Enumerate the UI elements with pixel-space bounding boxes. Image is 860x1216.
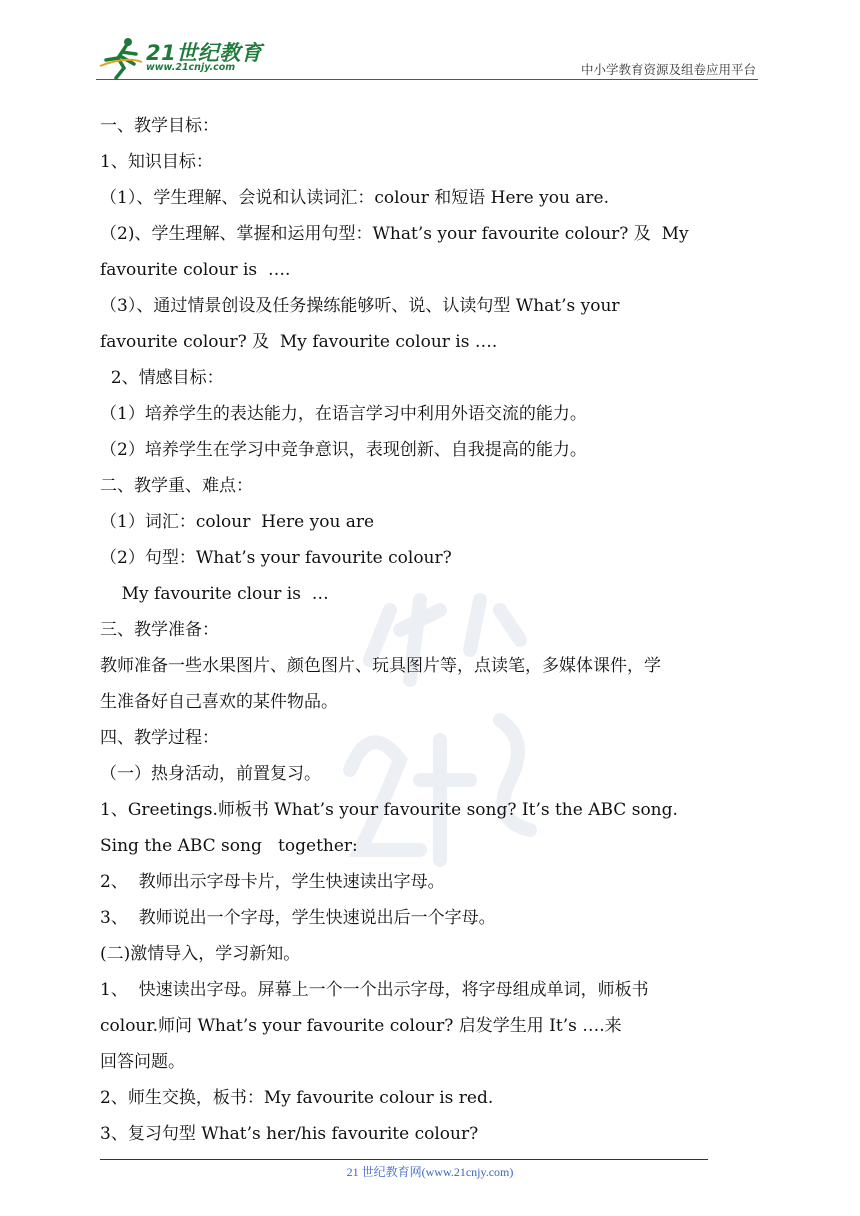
text-line: favourite colour? 及 My favourite colour is …. bbox=[100, 332, 498, 352]
text-line: （2）句型：What’s your favourite colour? bbox=[100, 548, 452, 568]
text-line: 1、Greetings.师板书 What’s your favourite song? It’s the ABC song. bbox=[100, 800, 678, 820]
text-line: 二、教学重、难点： bbox=[100, 476, 253, 496]
page-header bbox=[0, 0, 860, 80]
text-line: 2、 教师出示字母卡片，学生快速读出字母。 bbox=[100, 872, 445, 892]
text-line: （2)、学生理解、掌握和运用句型：What’s your favourite colour? 及 My bbox=[100, 224, 689, 244]
text-line: （2）培养学生在学习中竞争意识，表现创新、自我提高的能力。 bbox=[100, 440, 587, 460]
text-line: 2、师生交换，板书：My favourite colour is red. bbox=[100, 1088, 494, 1108]
text-line: （1）、学生理解、会说和认读词汇：colour 和短语 Here you are. bbox=[100, 188, 610, 208]
footer-text: 21 世纪教育网(www.21cnjy.com) bbox=[346, 1165, 514, 1179]
text-line: 一、教学目标： bbox=[100, 116, 219, 136]
text-line: （3）、通过情景创设及任务操练能够听、说、认读句型 What’s your bbox=[100, 296, 620, 316]
text-line: 3、复习句型 What’s her/his favourite colour? bbox=[100, 1124, 479, 1144]
text-line: （1）培养学生的表达能力，在语言学习中利用外语交流的能力。 bbox=[100, 404, 587, 424]
header-divider bbox=[96, 79, 758, 80]
text-line: 3、 教师说出一个字母，学生快速说出后一个字母。 bbox=[100, 908, 496, 928]
logo-text: 21世纪教育 bbox=[146, 41, 263, 65]
text-line: favourite colour is …. bbox=[100, 260, 291, 280]
text-line: 教师准备一些水果图片、颜色图片、玩具图片等，点读笔，多媒体课件，学 bbox=[100, 656, 661, 676]
text-line: 三、教学准备： bbox=[100, 620, 219, 640]
platform-label: 中小学教育资源及组卷应用平台 bbox=[580, 62, 756, 77]
text-line: 回答问题。 bbox=[100, 1052, 185, 1072]
document-body bbox=[100, 108, 764, 1152]
text-line: （一）热身活动，前置复习。 bbox=[100, 764, 321, 784]
logo-url: www.21cnjy.com bbox=[146, 62, 236, 73]
text-line: colour.师问 What’s your favourite colour? 启发学生用 It’s ….来 bbox=[100, 1016, 622, 1036]
text-line: 1、 快速读出字母。屏幕上一个一个出示字母，将字母组成单词，师板书 bbox=[100, 980, 649, 1000]
footer-divider bbox=[100, 1159, 708, 1160]
text-line: 1、知识目标： bbox=[100, 152, 213, 172]
text-line: 四、教学过程： bbox=[100, 728, 219, 748]
text-line: (二)激情导入，学习新知。 bbox=[100, 944, 301, 964]
text-line: （1）词汇：colour Here you are bbox=[100, 512, 375, 532]
text-line: My favourite clour is … bbox=[100, 584, 329, 604]
text-line: Sing the ABC song together: bbox=[100, 836, 358, 856]
text-line: 生准备好自己喜欢的某件物品。 bbox=[100, 692, 338, 712]
text-line: 2、情感目标： bbox=[100, 368, 224, 388]
